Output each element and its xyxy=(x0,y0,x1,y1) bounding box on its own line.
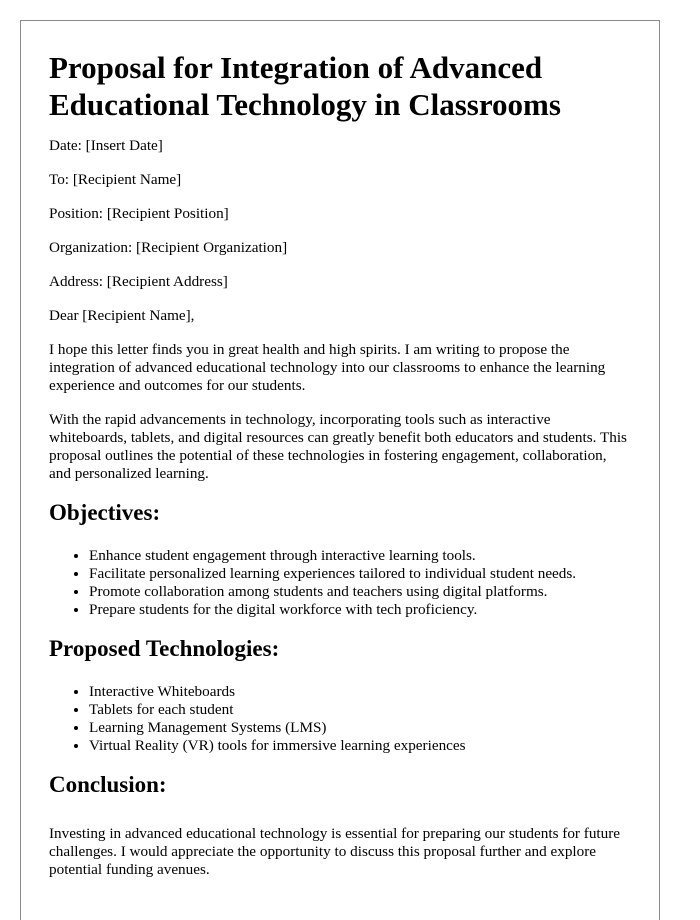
objective-item: • Prepare students for the digital workforce with tech proficiency. xyxy=(89,601,631,619)
technology-item: • Interactive Whiteboards xyxy=(89,683,631,701)
objective-item: • Facilitate personalized learning experiences tailored to individual student needs. xyxy=(89,565,631,583)
objective-item: • Promote collaboration among students and teachers using digital platforms. xyxy=(89,583,631,601)
technology-item: • Virtual Reality (VR) tools for immersive learning experiences xyxy=(89,737,631,755)
technology-item: • Learning Management Systems (LMS) xyxy=(89,719,631,737)
technology-item: • Tablets for each student xyxy=(89,701,631,719)
intro-paragraph: I hope this letter finds you in great health and high spirits. I am writing to propose the integration of advanced educational technology into our classrooms to enhance the learning experience and outcomes for our students. xyxy=(49,341,606,394)
letter-page xyxy=(20,20,660,920)
recipient-position-line: Position: [Recipient Position] xyxy=(49,205,229,222)
recipient-name-line: To: [Recipient Name] xyxy=(49,171,182,188)
recipient-address-line: Address: [Recipient Address] xyxy=(49,273,228,290)
date-line: Date: [Insert Date] xyxy=(49,137,163,154)
objectives-list xyxy=(49,547,631,619)
salutation: Dear [Recipient Name], xyxy=(49,307,195,324)
conclusion-heading: Conclusion: xyxy=(49,772,167,797)
technologies-list xyxy=(49,683,631,755)
objectives-heading: Objectives: xyxy=(49,500,161,525)
objective-item: • Enhance student engagement through interactive learning tools. xyxy=(89,547,631,565)
conclusion-paragraph: Investing in advanced educational technology is essential for preparing our students for future challenges. I would appreciate the opportunity to discuss this proposal further and explore potential funding avenues. xyxy=(49,825,621,878)
document-title: Proposal for Integration of Advanced Educational Technology in Classrooms xyxy=(49,50,561,122)
recipient-organization-line: Organization: [Recipient Organization] xyxy=(49,239,288,256)
body-paragraph: With the rapid advancements in technology, incorporating tools such as interactive whiteboards, tablets, and digital resources can greatly benefit both educators and students. This proposal outlines the potential of these technologies in fostering engagement, collaboration, and personalized learning. xyxy=(49,411,627,482)
technologies-heading: Proposed Technologies: xyxy=(49,636,280,661)
